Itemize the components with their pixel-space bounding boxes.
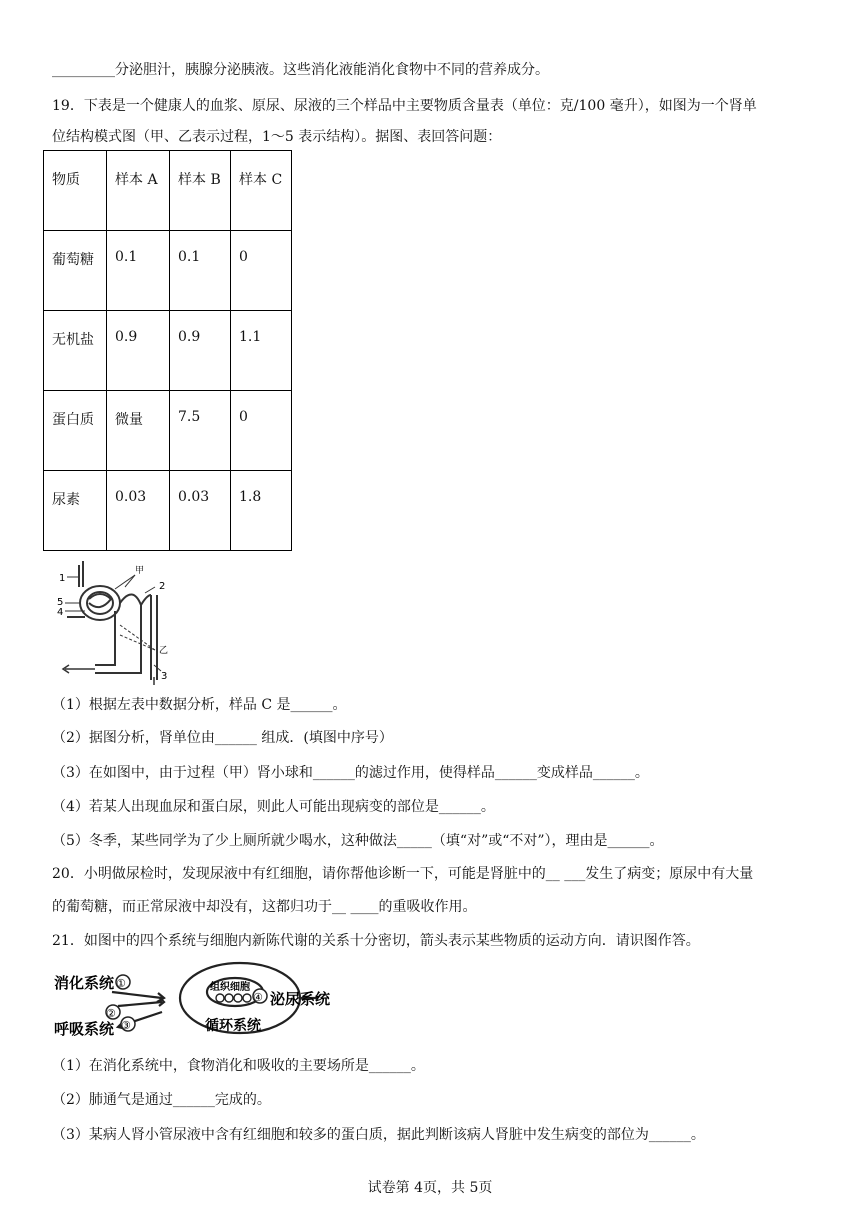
- q20-line1: 20．小明做尿检时，发现尿液中有红细胞，请你帮他诊断一下，可能是肾脏中的__ ___发生了病变；原尿中有大量: [52, 866, 754, 882]
- q19-sub-3: （3）在如图中，由于过程（甲）肾小球和______的滤过作用，使得样品______变成样品______。: [52, 765, 649, 781]
- q19-sub-5: （5）冬季，某些同学为了少上厕所就少喝水，这种做法_____（填“对”或“不对”），理由是______。: [52, 833, 664, 849]
- label-5: 5: [57, 597, 64, 608]
- table-cell: 0.9: [107, 311, 170, 391]
- table-row: [44, 231, 292, 311]
- q21-sub-2: （2）肺通气是通过______完成的。: [52, 1092, 271, 1108]
- marker-4: ④: [253, 991, 263, 1004]
- marker-1: ①: [116, 977, 126, 990]
- table-cell: 7.5: [170, 391, 231, 471]
- table-cell: 葡萄糖: [44, 231, 107, 311]
- marker-2: ②: [106, 1007, 116, 1020]
- table-header: 物质: [44, 151, 107, 231]
- q19-sub-1: （1）根据左表中数据分析，样品 C 是______。: [52, 697, 347, 713]
- table-cell: 0: [231, 231, 292, 311]
- circulatory-system-label: 循环系统: [205, 1018, 261, 1034]
- label-3: 3: [161, 671, 168, 682]
- page-footer: 试卷第 4页，共 5页: [367, 1180, 493, 1196]
- table-header-row: [44, 151, 292, 231]
- table-header: 样本 C: [231, 151, 292, 231]
- top-line-text: 分泌胆汁，胰腺分泌胰液。这些消化液能消化食物中不同的营养成分。: [115, 62, 549, 78]
- table-cell: 蛋白质: [44, 391, 107, 471]
- marker-3: ③: [121, 1019, 131, 1032]
- table-cell: 0.9: [170, 311, 231, 391]
- label-jia: 甲: [135, 566, 145, 576]
- q21-sub-3: （3）某病人肾小管尿液中含有红细胞和较多的蛋白质，据此判断该病人肾脏中发生病变的部位为______。: [52, 1127, 705, 1143]
- q19-stem-line2: 位结构模式图（甲、乙表示过程，1～5 表示结构）。据图、表回答问题：: [52, 129, 502, 145]
- table-cell: 微量: [107, 391, 170, 471]
- table-row: [44, 471, 292, 551]
- metabolism-diagram: [50, 960, 350, 1040]
- table-row: [44, 391, 292, 471]
- table-cell: 1.1: [231, 311, 292, 391]
- tissue-cell-label: 组织细胞: [210, 982, 250, 993]
- fill-blank: _________: [52, 62, 115, 78]
- table-cell: 0.1: [170, 231, 231, 311]
- table-row: [44, 311, 292, 391]
- table-header: 样本 B: [170, 151, 231, 231]
- label-4: 4: [57, 607, 64, 618]
- label-1: 1: [59, 573, 66, 584]
- top-line: [52, 60, 820, 80]
- table-cell: 0.03: [107, 471, 170, 551]
- q19-sub-2: （2）据图分析，肾单位由______ 组成．(填图中序号）: [52, 730, 393, 746]
- table-cell: 无机盐: [44, 311, 107, 391]
- substance-table: [43, 150, 292, 551]
- q21-stem: 21．如图中的四个系统与细胞内新陈代谢的关系十分密切，箭头表示某些物质的运动方向．请识图作答。: [52, 933, 700, 949]
- label-yi: 乙: [159, 646, 169, 656]
- table-cell: 0.1: [107, 231, 170, 311]
- table-cell: 0: [231, 391, 292, 471]
- respiratory-system-label: 呼吸系统: [54, 1020, 115, 1038]
- nephron-diagram: [55, 555, 185, 685]
- table-cell: 1.8: [231, 471, 292, 551]
- urinary-system-label: 泌尿系统: [270, 990, 331, 1008]
- table-cell: 尿素: [44, 471, 107, 551]
- digestive-system-label: 消化系统: [54, 974, 115, 992]
- q19-sub-4: （4）若某人出现血尿和蛋白尿，则此人可能出现病变的部位是______。: [52, 799, 495, 815]
- label-2: 2: [159, 581, 166, 592]
- q19-stem-line1: 19．下表是一个健康人的血浆、原尿、尿液的三个样品中主要物质含量表（单位：克/100 毫升），如图为一个肾单: [52, 98, 757, 114]
- q21-sub-1: （1）在消化系统中，食物消化和吸收的主要场所是______。: [52, 1058, 425, 1074]
- q20-line2: 的葡萄糖，而正常尿液中却没有，这都归功于__ ____的重吸收作用。: [52, 899, 477, 915]
- table-cell: 0.03: [170, 471, 231, 551]
- table-header: 样本 A: [107, 151, 170, 231]
